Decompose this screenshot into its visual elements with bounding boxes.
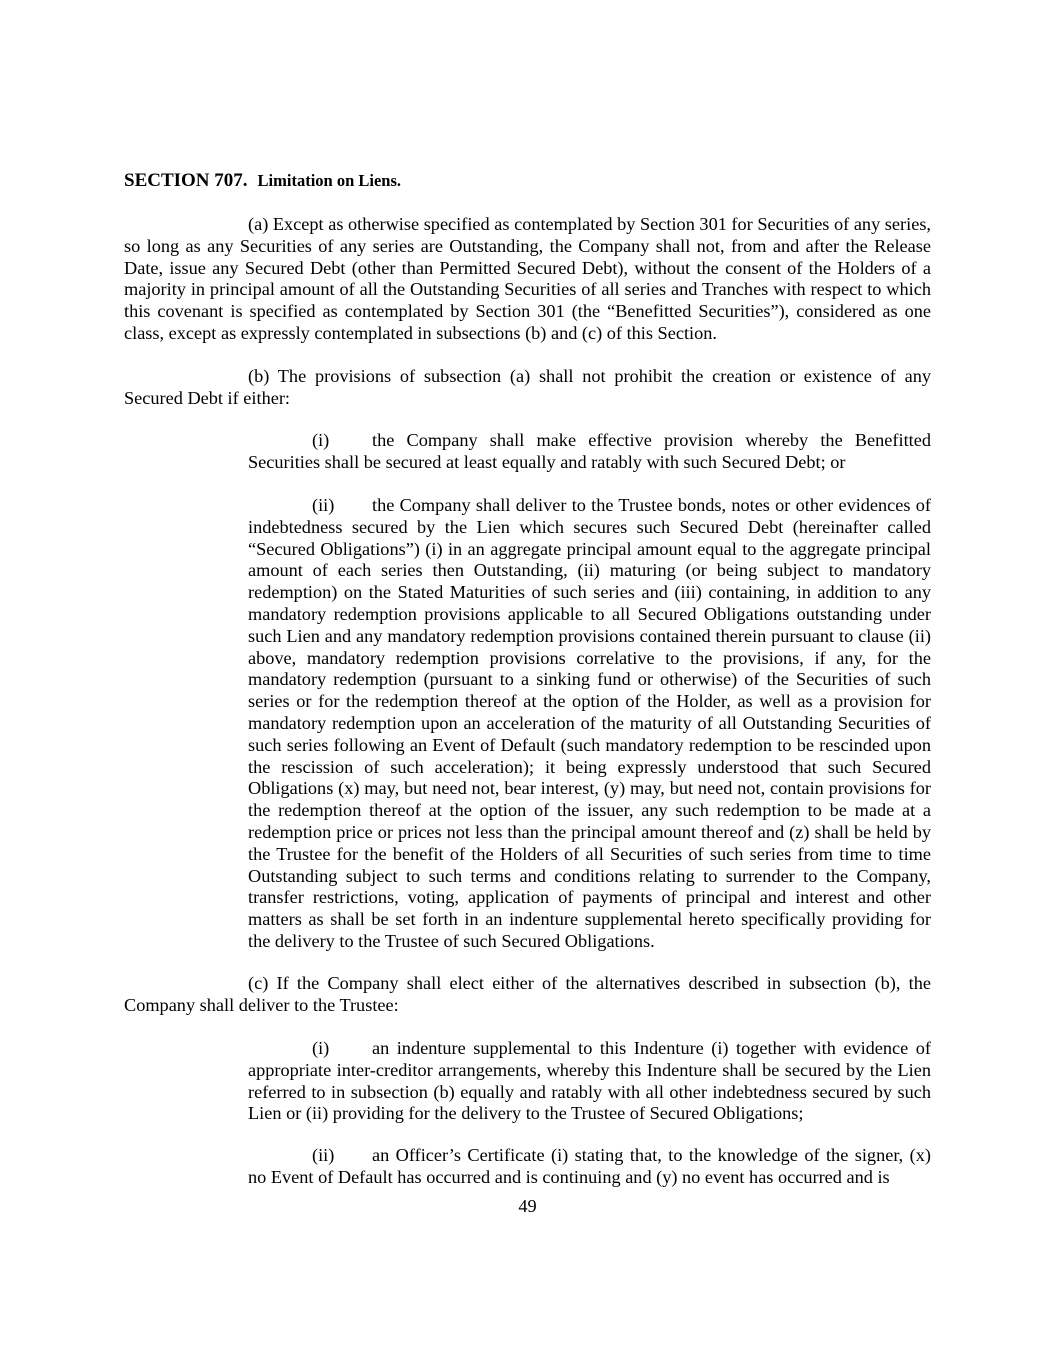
paragraph-c <box>124 973 931 1017</box>
paragraph-a <box>124 214 931 345</box>
paragraph-b-text: (b) The provisions of subsection (a) shall not prohibit the creation or existence of any Secured Debt if either: <box>124 366 931 408</box>
paragraph-c-text: (c) If the Company shall elect either of the alternatives described in subsection (b), the Company shall deliver to the Trustee: <box>124 973 931 1015</box>
paragraph-b <box>124 366 931 410</box>
clause-b-i-text: the Company shall make effective provision whereby the Benefitted Securities shall be secured at least equally and ratably with such Secured Debt; or <box>248 430 931 472</box>
section-heading <box>124 170 401 192</box>
clause-c-i-text: an indenture supplemental to this Indenture (i) together with evidence of appropriate inter-creditor arrangements, whereby this Indenture shall be secured by the Lien referred to in subsection (b) equally and ratably with all other indebtedness secured by such Lien or (ii) providing for the delivery to the Trustee of Secured Obligations; <box>248 1038 931 1124</box>
section-number: SECTION 707. <box>124 170 248 191</box>
clause-c-i-marker: (i) <box>312 1038 330 1058</box>
clause-c-i <box>248 1038 931 1125</box>
clause-c-ii-marker: (ii) <box>312 1145 335 1165</box>
clause-b-ii-text: the Company shall deliver to the Trustee bonds, notes or other evidences of indebtedness secured by the Lien which secures such Secured Debt (hereinafter called “Secured Obligations”) (i) in an aggregate principal amount equal to the aggregate principal amount of each series then Outstanding, (ii) maturing (or being subject to mandatory redemption) on the Stated Maturities of such series and (iii) containing, in addition to any mandatory redemption provisions applicable to all Secured Obligations outstanding under such Lien and any mandatory redemption provisions contained therein pursuant to clause (ii) above, mandatory redemption provisions correlative to the provisions, if any, for the mandatory redemption (pursuant to a sinking fund or otherwise) of the Securities of such series or for the redemption thereof at the option of the Holder, as well as a provision for mandatory redemption upon an acceleration of the maturity of all Outstanding Securities of such series following an Event of Default (such mandatory redemption to be rescinded upon the rescission of such acceleration); it being expressly understood that such Secured Obligations (x) may, but need not, bear interest, (y) may, but need not, contain provisions for the redemption thereof at the option of the issuer, any such redemption to be made at a redemption price or prices not less than the principal amount thereof and (z) shall be held by the Trustee for the benefit of the Holders of all Securities of such series from time to time Outstanding subject to such terms and conditions relating to surrender to the Company, transfer restrictions, voting, application of payments of principal and interest and other matters as shall be set forth in an indenture supplemental hereto specifically providing for the delivery to the Trustee of such Secured Obligations. <box>248 495 931 951</box>
clause-c-ii <box>248 1145 931 1189</box>
page-number: 49 <box>518 1196 537 1216</box>
clause-b-i-marker: (i) <box>312 430 330 450</box>
clause-b-ii-marker: (ii) <box>312 495 335 515</box>
clause-c-ii-text: an Officer’s Certificate (i) stating that, to the knowledge of the signer, (x) no Event of Default has occurred and is continuing and (y) no event has occurred and is <box>248 1145 931 1187</box>
clause-b-i <box>248 430 931 474</box>
clause-b-ii <box>248 495 931 953</box>
section-title: Limitation on Liens. <box>257 171 402 190</box>
paragraph-a-text: (a) Except as otherwise specified as contemplated by Section 301 for Securities of any series, so long as any Securities of any series are Outstanding, the Company shall not, from and after the Release Date, issue any Secured Debt (other than Permitted Secured Debt), without the consent of the Holders of a majority in principal amount of all the Outstanding Securities of all series and Tranches with respect to which this covenant is specified as contemplated by Section 301 (the “Benefitted Securities”), considered as one class, except as expressly contemplated in subsections (b) and (c) of this Section. <box>124 214 931 343</box>
